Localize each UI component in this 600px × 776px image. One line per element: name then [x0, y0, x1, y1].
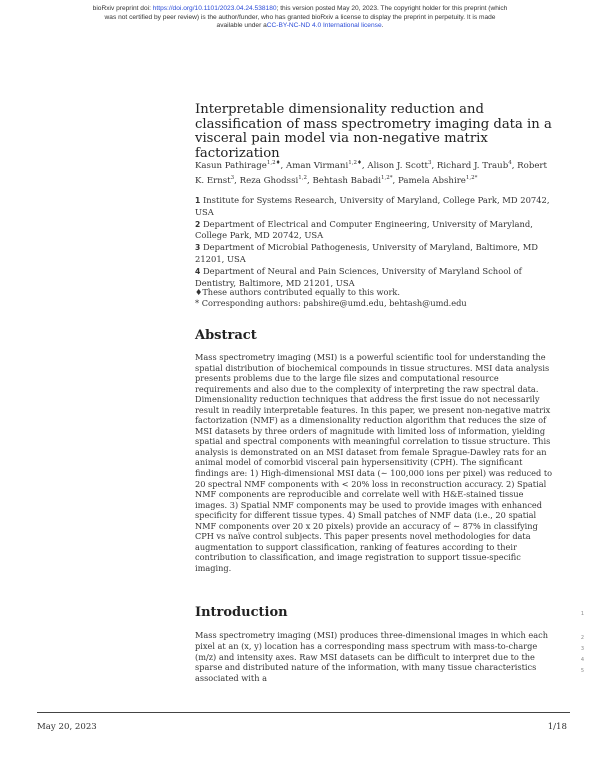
license-link[interactable]: CC-BY-NC-ND 4.0 International license [266, 22, 382, 29]
notice-line-2: was not certified by peer review) is the author/funder, who has granted bioRxiv a license to display the preprint in perpetuity. It is made [104, 13, 496, 21]
author-list [195, 157, 557, 187]
author-name: Richard J. Traub [436, 160, 509, 171]
author-separator: , [392, 175, 398, 186]
page-number: 1/18 [547, 722, 567, 732]
author-separator: , [431, 160, 437, 171]
paper-title: Interpretable dimensionality reduction and classification of mass spectrometry imaging data in a visceral pain model via non-negative matrix factorization [195, 102, 552, 161]
preprint-notice [40, 5, 560, 31]
affiliation-1: 1 Institute for Systems Research, University of Maryland, College Park, MD 20742, USA [195, 195, 550, 217]
author-separator: , [361, 160, 368, 171]
author-name: Alison J. Scott [367, 160, 428, 171]
author-name: Pamela Abshire [397, 175, 466, 186]
author-separator: , [280, 160, 286, 171]
author-affiliation-marker: 1,2♦ [348, 160, 362, 166]
author-affiliation-marker: 1,2* [465, 174, 478, 181]
author-separator: , [306, 175, 313, 186]
author-affiliation-marker: 1,2 [298, 174, 307, 181]
author-notes [195, 287, 557, 309]
author-name: Robert K. Ernst [195, 160, 547, 186]
author-separator: , [234, 175, 240, 186]
author-separator: , [511, 160, 518, 171]
introduction-text: Mass spectrometry imaging (MSI) produces three-dimensional images in which each pixel at an (x, y) location has a corresponding mass spectrum with mass-to-charge (m/z) and intensity axes. Raw MSI datasets can be difficult to interpret due to the sparse and distributed nature of the information, with many tissue characteristics associated with a [195, 630, 549, 684]
author-affiliation-marker: 3 [427, 160, 432, 166]
author-affiliation-marker: 4 [508, 160, 512, 166]
author-name: Behtash Babadi [312, 175, 381, 186]
footer-divider [37, 712, 570, 713]
abstract-heading: Abstract [195, 328, 257, 343]
author-name: Kasun Pathirage [195, 160, 267, 171]
affiliation-2: 2 Department of Electrical and Computer Engineering, University of Maryland, College Park, MD 20742, USA [195, 218, 533, 241]
author-name: Aman Virmani [286, 160, 349, 171]
line-number: 3 [580, 646, 584, 652]
doi-link[interactable]: https://doi.org/10.1101/2023.04.24.538180 [152, 5, 277, 12]
affiliation-4: 4 Department of Neural and Pain Sciences, University of Maryland School of Dentistry, Baltimore, MD 21201, USA [195, 265, 522, 288]
notice-line-1: bioRxiv preprint doi: https://doi.org/10.1101/2023.04.24.538180; this version posted May 20, 2023. The copyright holder for this preprint (which [92, 5, 508, 12]
notice-line-3: available under aCC-BY-NC-ND 4.0 International license. [216, 22, 384, 29]
author-affiliation-marker: 3 [230, 174, 235, 181]
author-name: Reza Ghodssi [239, 175, 299, 186]
author-affiliation-marker: 1,2♦ [266, 160, 281, 166]
equal-contribution-note: ♦These authors contributed equally to this work. [195, 287, 400, 297]
author-affiliation-marker: 1,2* [380, 174, 393, 181]
line-number: 5 [580, 668, 584, 674]
line-number: 4 [580, 657, 584, 663]
line-number: 1 [580, 611, 584, 617]
abstract-text: Mass spectrometry imaging (MSI) is a powerful scientific tool for understanding the spatial distribution of biochemical compounds in tissue structures. MSI data analysis presents problems due to the large file sizes and computational resource requirements and also due to the complexity of interpreting the raw spectral data. Dimensionality reduction techniques that address the first issue do not necessarily result in readily interpretable features. In this paper, we present non-negative matrix factorization (NMF) as a dimensionality reduction algorithm that reduces the size of MSI datasets by three orders of magnitude with limited loss of information, yielding spatial and spectral components with meaningful correlation to tissue structure. This analysis is demonstrated on an MSI dataset from female Sprague-Dawley rats for an animal model of comorbid visceral pain hypersensitivity (CPH). The significant findings are: 1) High-dimensional MSI data (∼ 100,000 ions per pixel) was reduced to 20 spectral NMF components with < 20% loss in reconstruction accuracy. 2) Spatial NMF components are reproducible and correlate well with H&E-stained tissue images. 3) Spatial NMF components may be used to provide images with enhanced specificity for different tissue types. 4) Small patches of NMF data (i.e., 20 spatial NMF components over 20 x 20 pixels) provide an accuracy of ∼ 87% in classifying CPH vs naïve control subjects. This paper presents novel methodologies for data augmentation to support classification, ranking of features according to their contribution to classification, and image registration to support tissue-specific imaging. [195, 352, 553, 573]
introduction-heading: Introduction [195, 605, 288, 620]
affiliations [195, 195, 557, 289]
corresponding-authors-note: * Corresponding authors: pabshire@umd.edu, behtash@umd.edu [195, 297, 467, 308]
affiliation-3: 3 Department of Microbial Pathogenesis, University of Maryland, Baltimore, MD 21201, USA [195, 242, 539, 264]
line-number: 2 [580, 635, 584, 641]
footer-date: May 20, 2023 [37, 722, 97, 732]
